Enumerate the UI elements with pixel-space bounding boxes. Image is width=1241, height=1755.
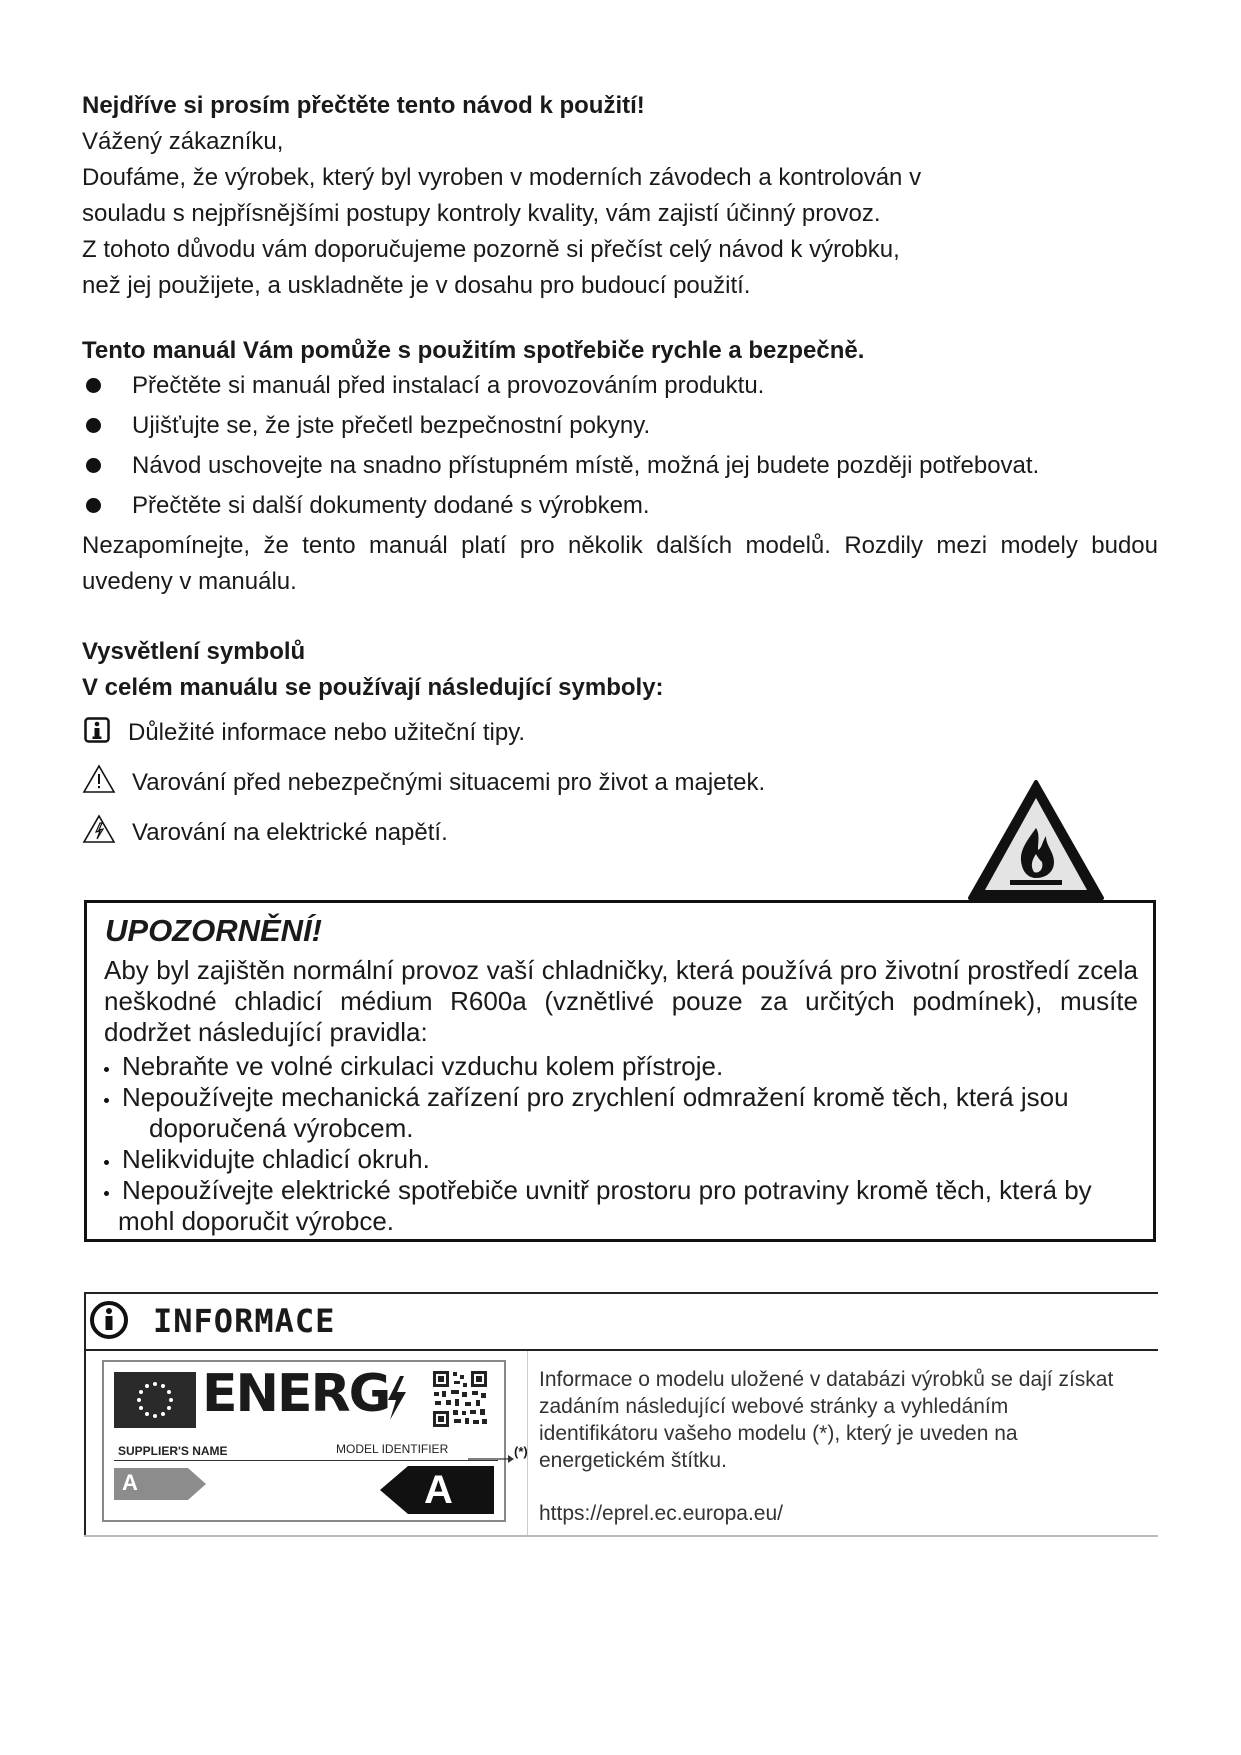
intro-line: souladu s nejpřísnějšími postupy kontroly kvality, vám zajistí účinný provoz.: [82, 200, 881, 227]
warning-intro: Aby byl zajištěn normální provoz vaší chladničky, která používá pro životní prostředí zcela neškodné chladicí médium R600a (vznětlivé pouze za určitých podmínek), musíte dodržet následující pravidla:: [104, 955, 1138, 1047]
intro-line: než jej použijete, a uskladněte je v dosahu pro budoucí použití.: [82, 272, 751, 299]
manual-bullet: Přečtěte si další dokumenty dodané s výrobkem.: [132, 492, 650, 519]
class-right-letter: A: [424, 1468, 453, 1512]
flammable-warning-icon: [966, 778, 1106, 902]
supplier-name-label: SUPPLIER'S NAME: [118, 1444, 228, 1458]
manual-bullet: Ujišťujte se, že jste přečetl bezpečnostní pokyny.: [132, 412, 651, 439]
intro-line: Doufáme, že výrobek, který byl vyroben v moderních závodech a kontrolován v: [82, 164, 922, 191]
energy-bolt-icon: [382, 1372, 410, 1424]
energy-label-title: ENERG: [202, 1364, 390, 1424]
warning-bullet: Nelikvidujte chladicí okruh.: [122, 1144, 430, 1174]
symbols-subheading: V celém manuálu se používají následující symboly:: [82, 674, 664, 701]
bullet-dot-icon: [86, 498, 101, 513]
bullet-dot-icon: [86, 378, 101, 393]
info-text-line: Informace o modelu uložené v databázi výrobků se dají získat: [539, 1368, 1114, 1391]
info-circle-icon: [89, 1300, 129, 1340]
warning-bullet-continued: mohl doporučit výrobce.: [118, 1206, 395, 1236]
eprel-url: https://eprel.ec.europa.eu/: [539, 1502, 783, 1525]
warning-bullet: Nepoužívejte elektrické spotřebiče uvnitř prostoru pro potraviny kromě těch, která by: [122, 1175, 1092, 1205]
manual-heading: Tento manuál Vám pomůže s použitím spotřebiče rychle a bezpečně.: [82, 337, 865, 364]
class-left-letter: A: [122, 1470, 138, 1495]
intro-line: Z tohoto důvodu vám doporučujeme pozorně si přečíst celý návod k výrobku,: [82, 236, 900, 263]
warning-box: [84, 900, 1156, 1242]
qr-code-icon: [432, 1370, 488, 1428]
bullet-dot-icon: [86, 418, 101, 433]
bullet-icon: [104, 1191, 109, 1196]
manual-bullet: Návod uschovejte na snadno přístupném místě, možná jej budete později potřebovat.: [132, 452, 1040, 479]
model-identifier-label: MODEL IDENTIFIER: [336, 1442, 449, 1456]
info-icon: [84, 717, 110, 743]
symbols-heading: Vysvětlení symbolů: [82, 638, 306, 665]
manual-note: Nezapomínejte, že tento manuál platí pro několik dalších modelů. Rozdily mezi modely budou uvedeny v manuálu.: [82, 532, 1158, 595]
info-mid-rule: [84, 1349, 1158, 1351]
eu-flag-icon: [114, 1372, 196, 1428]
bullet-icon: [104, 1160, 109, 1165]
info-bottom-rule: [84, 1535, 1158, 1537]
info-divider: [527, 1351, 528, 1535]
symbol-text: Varování před nebezpečnými situacemi pro život a majetek.: [132, 769, 766, 796]
info-title: INFORMACE: [153, 1302, 336, 1340]
info-text-line: identifikátoru vašeho modelu (*), který je uveden na: [539, 1422, 1018, 1445]
bullet-dot-icon: [86, 458, 101, 473]
warning-triangle-icon: [82, 764, 116, 794]
info-text-line: zadáním následující webové stránky a vyhledáním: [539, 1395, 1009, 1418]
symbol-text: Důležité informace nebo užiteční tipy.: [128, 719, 526, 746]
info-text-line: energetickém štítku.: [539, 1449, 727, 1472]
warning-bullet: Nepoužívejte mechanická zařízení pro zrychlení odmražení kromě těch, která jsou: [122, 1082, 1069, 1112]
info-left-rule: [84, 1292, 86, 1537]
warning-bullet-continued: doporučená výrobcem.: [149, 1113, 414, 1143]
electric-warning-icon: [82, 814, 116, 844]
bullet-icon: [104, 1067, 109, 1072]
label-rule: [114, 1460, 498, 1461]
intro-line: Vážený zákazníku,: [82, 128, 284, 155]
symbol-text: Varování na elektrické napětí.: [132, 819, 448, 846]
manual-bullet: Přečtěte si manuál před instalací a provozováním produktu.: [132, 372, 765, 399]
warning-title: UPOZORNĚNÍ!: [105, 913, 322, 948]
warning-bullet: Nebraňte ve volné cirkulaci vzduchu kolem přístroje.: [122, 1051, 724, 1081]
bullet-icon: [104, 1098, 109, 1103]
pointer-arrow-icon: [468, 1451, 514, 1461]
energy-label: [102, 1360, 506, 1522]
info-top-rule: [84, 1292, 1158, 1294]
intro-heading: Nejdříve si prosím přečtěte tento návod k použití!: [82, 92, 645, 119]
model-marker: (*): [514, 1444, 528, 1459]
